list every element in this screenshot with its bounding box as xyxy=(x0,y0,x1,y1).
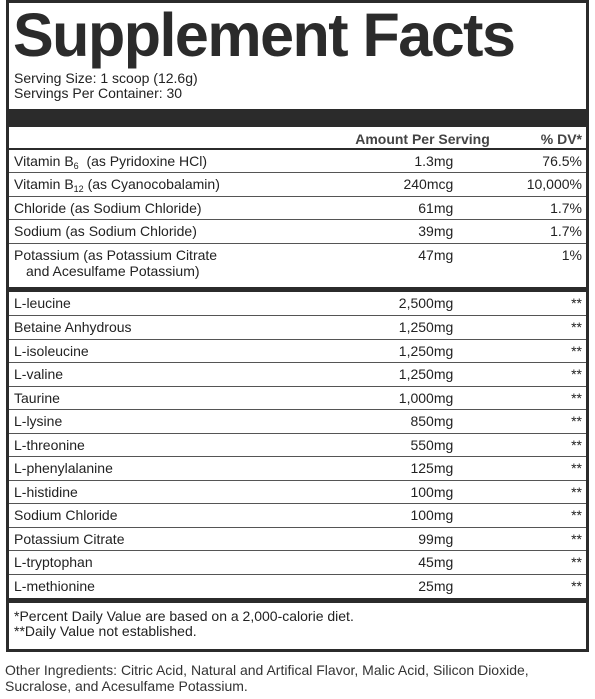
vitamin-table xyxy=(9,127,586,287)
nutrient-amount: 39mg xyxy=(355,220,453,244)
nutrient-amount: 1.3mg xyxy=(355,149,453,173)
ingredient-name: Taurine xyxy=(9,386,355,410)
header-dv: % DV* xyxy=(453,127,586,149)
serving-size: Serving Size: 1 scoop (12.6g) xyxy=(14,70,198,86)
nutrient-dv: 10,000% xyxy=(453,173,586,197)
ingredient-dv: ** xyxy=(453,363,586,387)
ingredient-amount: 25mg xyxy=(418,577,454,594)
nutrient-amount: 240mcg xyxy=(355,173,453,197)
nutrient-dv: 1.7% xyxy=(453,220,586,244)
ingredient-dv: ** xyxy=(571,577,582,594)
table-header xyxy=(9,127,586,149)
table-row xyxy=(9,551,586,575)
ingredient-name: Potassium Citrate xyxy=(9,527,355,551)
thick-divider xyxy=(9,109,586,127)
ingredient-dv: ** xyxy=(453,433,586,457)
table-row xyxy=(9,410,586,434)
table-row xyxy=(9,527,586,551)
ingredient-dv: ** xyxy=(453,504,586,528)
ingredient-name: L-leucine xyxy=(9,292,355,316)
table-row xyxy=(9,574,586,598)
ingredient-dv: ** xyxy=(453,480,586,504)
ingredient-dv: ** xyxy=(453,457,586,481)
nutrient-name: Vitamin $B_6$ (as Pyridoxine HCl) xyxy=(9,149,355,173)
footnotes xyxy=(9,603,586,639)
ingredient-dv: ** xyxy=(453,527,586,551)
table-row xyxy=(9,173,586,197)
ingredient-name: L-histidine xyxy=(9,480,355,504)
ingredient-dv: ** xyxy=(453,386,586,410)
ingredient-dv: ** xyxy=(453,339,586,363)
table-row xyxy=(9,196,586,220)
servings-per-container: Servings Per Container: 30 xyxy=(14,85,183,101)
blend-table xyxy=(9,292,586,598)
nutrient-amount: 61mg xyxy=(355,196,453,220)
ingredient-amount: 1,250mg xyxy=(355,339,453,363)
header-amount: Amount Per Serving xyxy=(355,127,453,149)
table-row xyxy=(9,339,586,363)
table-row xyxy=(9,292,586,316)
ingredient-amount: 1,250mg xyxy=(355,316,453,340)
ingredient-amount: 125mg xyxy=(355,457,453,481)
ingredient-dv: ** xyxy=(453,551,586,575)
ingredient-name: L-threonine xyxy=(9,433,355,457)
ingredient-amount: 2,500mg xyxy=(355,292,453,316)
ingredient-name: L-valine xyxy=(9,363,355,387)
ingredient-dv: ** xyxy=(453,292,586,316)
ingredient-name: L-phenylalanine xyxy=(9,457,355,481)
ingredient-name: L-lysine xyxy=(9,410,355,434)
table-row xyxy=(9,433,586,457)
ingredient-amount: 850mg xyxy=(355,410,453,434)
ingredient-dv: ** xyxy=(453,410,586,434)
table-row xyxy=(9,363,586,387)
ingredient-dv: ** xyxy=(453,316,586,340)
table-row xyxy=(9,243,586,287)
nutrient-name: Chloride (as Sodium Chloride) xyxy=(9,196,355,220)
nutrient-dv: 1.7% xyxy=(453,196,586,220)
ingredient-name: L-methionine xyxy=(14,577,95,594)
table-row xyxy=(9,504,586,528)
ingredient-amount: 100mg xyxy=(355,504,453,528)
ingredient-amount: 1,250mg xyxy=(355,363,453,387)
footnote-not-established: **Daily Value not established. xyxy=(14,622,197,639)
ingredient-amount: 45mg xyxy=(355,551,453,575)
ingredient-name: L-tryptophan xyxy=(9,551,355,575)
table-row xyxy=(9,480,586,504)
nutrient-dv: 1% xyxy=(561,246,582,263)
table-row xyxy=(9,457,586,481)
table-row xyxy=(9,149,586,173)
nutrient-amount: 47mg xyxy=(418,246,454,263)
nutrient-name: Sodium (as Sodium Chloride) xyxy=(9,220,355,244)
nutrient-dv: 76.5% xyxy=(453,149,586,173)
ingredient-amount: 100mg xyxy=(355,480,453,504)
table-row xyxy=(9,386,586,410)
other-ingredients: Other Ingredients: Citric Acid, Natural and Artifical Flavor, Malic Acid, Silicon Dioxide, Sucralose, and Acesulfame Potassium. xyxy=(5,662,529,694)
nutrient-name: Potassium (as Potassium Citrate and Acesulfame Potassium) xyxy=(14,246,218,279)
ingredient-amount: 550mg xyxy=(355,433,453,457)
table-row xyxy=(9,220,586,244)
panel-title: Supplement Facts xyxy=(13,1,515,69)
supplement-facts-panel xyxy=(6,0,589,652)
ingredient-amount: 99mg xyxy=(355,527,453,551)
table-row xyxy=(9,316,586,340)
footnote-dv: *Percent Daily Value are based on a 2,000-calorie diet. xyxy=(14,607,354,624)
ingredient-name: Betaine Anhydrous xyxy=(9,316,355,340)
ingredient-name: Sodium Chloride xyxy=(9,504,355,528)
ingredient-name: L-isoleucine xyxy=(9,339,355,363)
serving-info xyxy=(9,67,586,101)
nutrient-name: Vitamin $B_{12}$ (as Cyanocobalamin) xyxy=(9,173,355,197)
ingredient-amount: 1,000mg xyxy=(355,386,453,410)
